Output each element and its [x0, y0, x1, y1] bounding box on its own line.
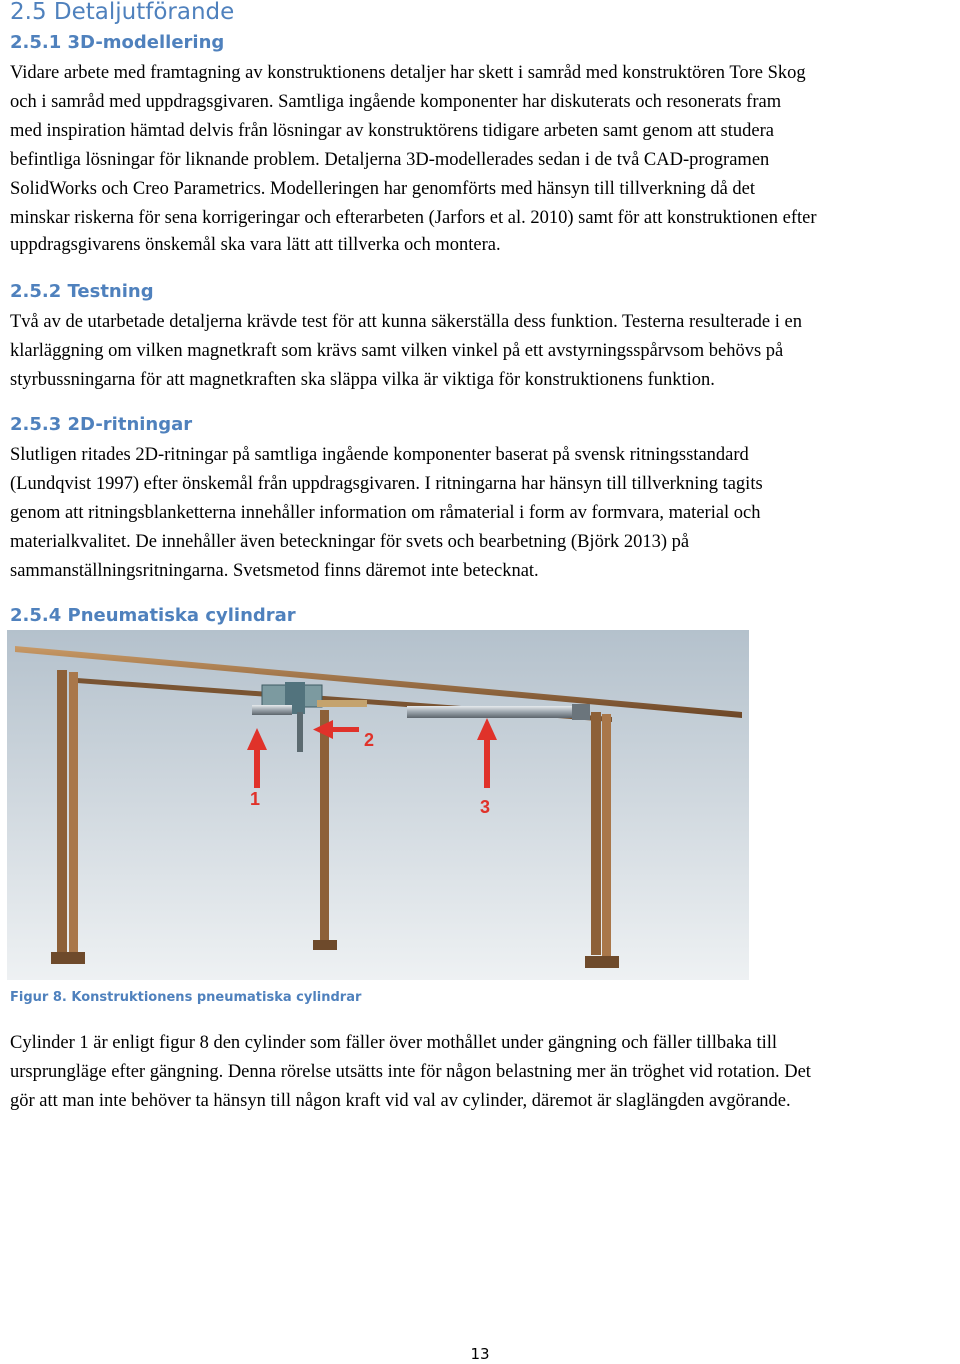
paragraph-line: SolidWorks och Creo Parametrics. Modelleringen har genomförts med hänsyn till tillverkning då det: [10, 179, 756, 199]
section-heading-pneumatiska-cylindrar: 2.5.4 Pneumatiska cylindrar: [10, 605, 296, 626]
paragraph-line: Slutligen ritades 2D-ritningar på samtliga ingående komponenter baserat på svensk ritningsstandard: [10, 445, 749, 465]
paragraph-line: med inspiration hämtad delvis från lösningar av konstruktörens tidigare arbeten samt genom att studera: [10, 121, 774, 141]
section-heading-2d-ritningar: 2.5.3 2D-ritningar: [10, 414, 193, 435]
cylinder-3-mount: [572, 704, 590, 720]
post-right-foot: [585, 956, 619, 968]
cylinder-1: [252, 705, 292, 715]
paragraph-line: materialkvalitet. De innehåller även beteckningar för svets och bearbetning (Björk 2013) på: [10, 532, 690, 552]
paragraph-line: och i samråd med uppdragsgivaren. Samtliga ingående komponenter har diskuterats och resonerats fram: [10, 92, 782, 112]
label-3: 3: [480, 797, 491, 817]
page-number: 13: [470, 1345, 490, 1363]
cylinder-3: [407, 706, 582, 718]
paragraph-line: minskar riskerna för sena korrigeringar och efterarbeten (Jarfors et al. 2010) samt för att konstruktionen efter: [10, 208, 817, 228]
paragraph-line: styrbussningarna för att magnetkraften ska släppa vilka är viktiga för konstruktionens funktion.: [10, 370, 715, 390]
paragraph-line: genom att ritningsblanketterna innehåller information om råmaterial i form av formvara, material och: [10, 503, 761, 523]
post-middle: [320, 710, 329, 945]
post-right-front: [602, 714, 611, 961]
paragraph-line: Cylinder 1 är enligt figur 8 den cylinder som fäller över mothållet under gängning och fäller tillbaka till: [10, 1033, 778, 1053]
section-heading-3d-modellering: 2.5.1 3D-modellering: [10, 32, 225, 53]
paragraph-line: Två av de utarbetade detaljerna krävde test för att kunna säkerställa dess funktion. Testerna resulterade i en: [10, 312, 802, 332]
paragraph-line: befintliga lösningar för liknande problem. Detaljerna 3D-modellerades sedan i de två CAD-programen: [10, 150, 770, 170]
post-left-foot: [51, 952, 85, 964]
page-heading: 2.5 Detaljutförande: [10, 0, 235, 25]
paragraph-line: gör att man inte behöver ta hänsyn till någon kraft vid val av cylinder, däremot är slaglängden avgörande.: [10, 1091, 791, 1111]
paragraph-line: Vidare arbete med framtagning av konstruktionens detaljer har skett i samråd med konstruktören Tore Skog: [10, 63, 806, 83]
figure-pneumatic-cylinders: [7, 630, 749, 980]
paragraph-line: ursprungläge efter gängning. Denna rörelse utsätts inte för någon belastning mer än tröghet vid rotation. Det: [10, 1062, 811, 1082]
cylinder-2-rod: [317, 700, 367, 707]
post-left-back: [57, 670, 67, 955]
paragraph-line: sammanställningsritningarna. Svetsmetod finns däremot inte betecknat.: [10, 561, 539, 581]
section-heading-testning: 2.5.2 Testning: [10, 281, 154, 302]
carriage-arm: [297, 712, 303, 752]
post-right-back: [591, 712, 601, 955]
paragraph-line: uppdragsgivarens önskemål ska vara lätt att tillverka och montera.: [10, 235, 501, 255]
figure-caption: Figur 8. Konstruktionens pneumatiska cylindrar: [10, 990, 362, 1005]
paragraph-line: klarläggning om vilken magnetkraft som krävs samt vilken vinkel på ett avstyrningsspårvsom behövs på: [10, 341, 784, 361]
paragraph-line: (Lundqvist 1997) efter önskemål från uppdragsgivaren. I ritningarna har hänsyn till tillverkning tagits: [10, 474, 763, 494]
post-left-front: [69, 672, 78, 962]
label-2: 2: [364, 730, 375, 750]
label-1: 1: [250, 789, 261, 809]
post-middle-foot: [313, 940, 337, 950]
